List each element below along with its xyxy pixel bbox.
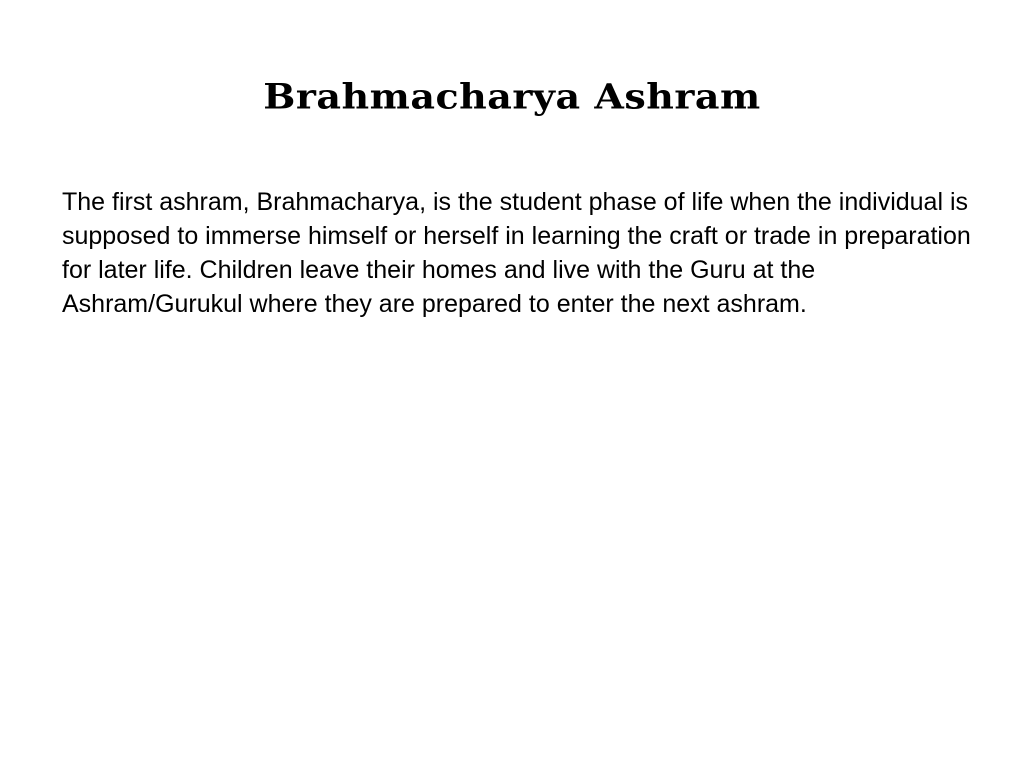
slide-title: Brahmacharya Ashram	[263, 76, 761, 117]
slide-body-text: The first ashram, Brahmacharya, is the student phase of life when the individual is supposed to immerse himself or herself in learning the craft or trade in preparation for later life. Children leave their homes and live with the Guru at the Ashram/Gurukul where they are prepared to enter the next ashram.	[62, 188, 971, 318]
